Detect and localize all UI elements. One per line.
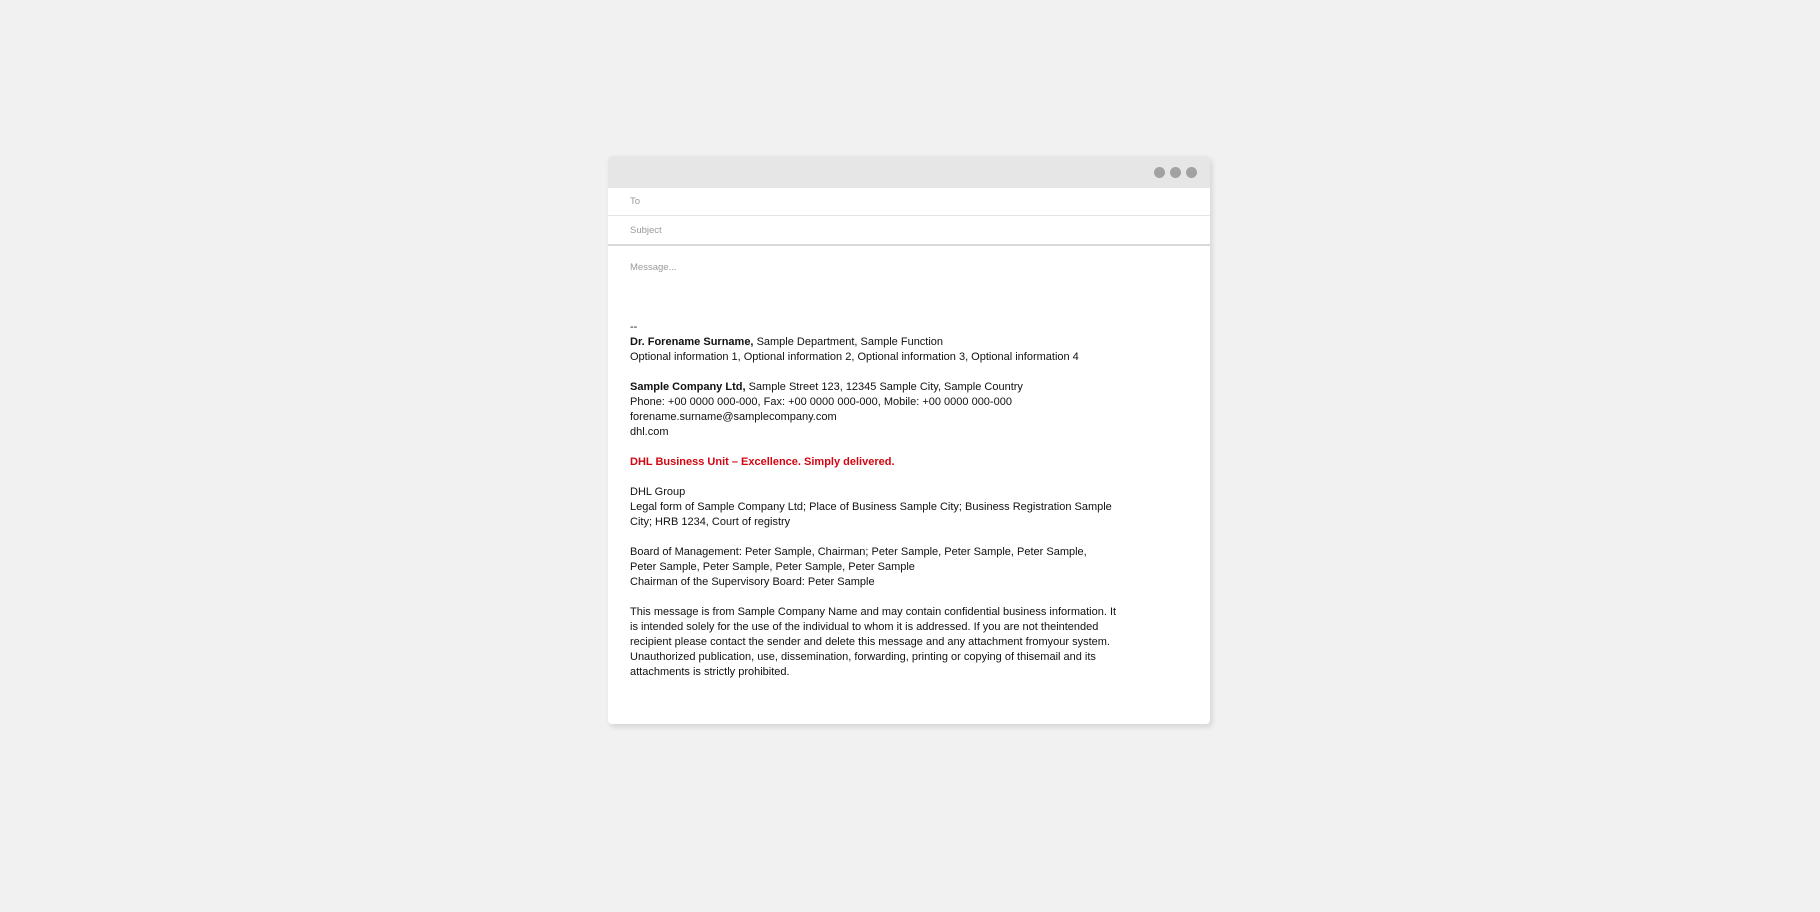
signature-board-line: Peter Sample, Peter Sample, Peter Sample, Peter Sample (630, 561, 915, 573)
signature-email: forename.surname@samplecompany.com (630, 411, 837, 423)
window-controls (1154, 167, 1197, 178)
signature-company: Sample Company Ltd, (630, 381, 746, 393)
window-titlebar (608, 156, 1210, 188)
signature-address: Sample Street 123, 12345 Sample City, Sample Country (748, 381, 1023, 393)
signature-disclaimer-line: Unauthorized publication, use, dissemination, forwarding, printing or copying of thisemail and its (630, 651, 1096, 663)
to-placeholder: To (630, 196, 641, 207)
signature-disclaimer-line: recipient please contact the sender and delete this message and any attachment fromyour system. (630, 636, 1110, 648)
signature-disclaimer-line: This message is from Sample Company Name and may contain confidential business information. It (630, 606, 1117, 618)
signature-legal-line: Legal form of Sample Company Ltd; Place of Business Sample City; Business Registration Sample (630, 501, 1112, 513)
signature-separator: -- (630, 321, 638, 333)
signature-role: Sample Department, Sample Function (756, 336, 944, 348)
email-compose-window (608, 156, 1210, 724)
signature-website: dhl.com (630, 426, 669, 438)
signature-board-line: Board of Management: Peter Sample, Chairman; Peter Sample, Peter Sample, Peter Sample, (630, 546, 1087, 558)
signature-supervisory-board: Chairman of the Supervisory Board: Peter Sample (630, 576, 875, 588)
message-body[interactable] (608, 246, 1210, 680)
message-placeholder: Message... (630, 262, 677, 273)
window-control-dot[interactable] (1170, 167, 1181, 178)
signature-group: DHL Group (630, 486, 686, 498)
subject-field[interactable] (608, 216, 1210, 246)
signature-disclaimer-line: attachments is strictly prohibited. (630, 666, 790, 678)
signature-name-line (630, 335, 1188, 350)
window-control-dot[interactable] (1154, 167, 1165, 178)
to-field[interactable] (608, 188, 1210, 216)
signature-optional-info: Optional information 1, Optional information 2, Optional information 3, Optional information 4 (630, 351, 1079, 363)
window-control-dot[interactable] (1186, 167, 1197, 178)
signature-tagline: DHL Business Unit – Excellence. Simply delivered. (630, 456, 895, 468)
signature-company-line (630, 380, 1188, 395)
subject-placeholder: Subject (630, 224, 662, 236)
signature-disclaimer-line: is intended solely for the use of the individual to whom it is addressed. If you are not theintended (630, 621, 1099, 633)
signature-legal-line: City; HRB 1234, Court of registry (630, 516, 791, 528)
signature-name: Dr. Forename Surname, (630, 336, 754, 348)
signature-phone: Phone: +00 0000 000-000, Fax: +00 0000 000-000, Mobile: +00 0000 000-000 (630, 396, 1012, 408)
